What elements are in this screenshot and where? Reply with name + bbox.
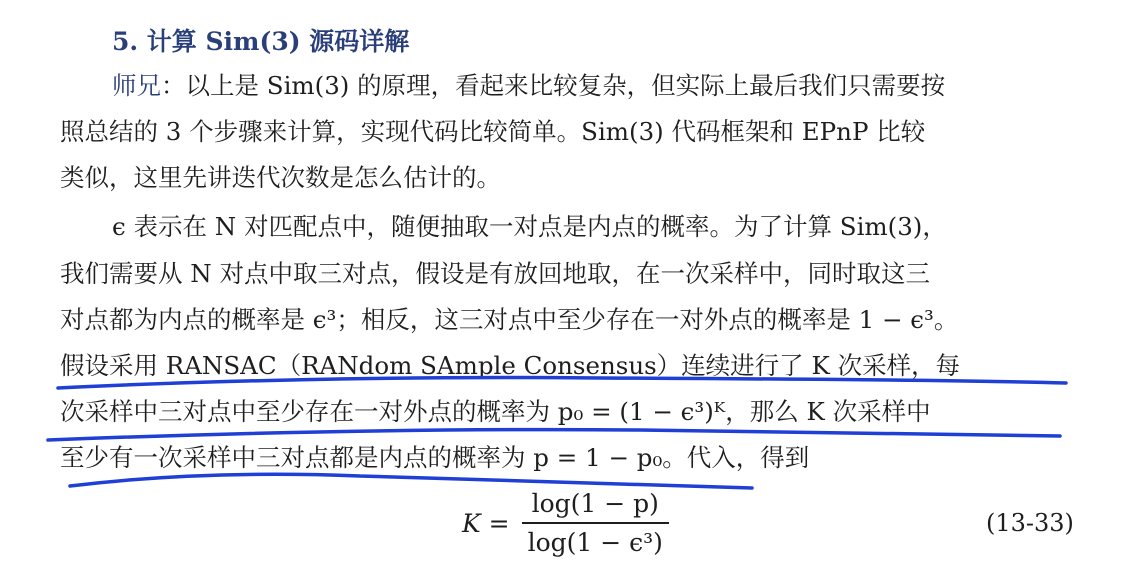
underline-stroke-2 [48,430,1060,440]
paragraph1-line1-text: ：以上是 Sim(3) 的原理，看起来比较复杂，但实际上最后我们只需要按 [161,71,946,100]
paragraph1-line2: 照总结的 3 个步骤来计算，实现代码比较简单。Sim(3) 代码框架和 EPnP 比较 [60,117,926,146]
paragraph2-line3: 对点都为内点的概率是 ϵ³；相反，这三对点中至少存在一对外点的概率是 1 − ϵ³。 [60,305,959,334]
paragraph2-line4: 假设采用 RANSAC（RANdom SAmple Consensus）连续进行了 K 次采样，每 [60,351,961,380]
equation-denominator: log(1 − ϵ³) [527,527,663,557]
equation-lhs: K = [462,508,510,538]
underline-stroke-3 [70,474,752,488]
equation-fraction [522,489,669,557]
paragraph1-line3: 类似，这里先讲迭代次数是怎么估计的。 [60,163,501,192]
paragraph2-line5: 次采样中三对点中至少存在一对外点的概率为 p₀ = (1 − ϵ³)ᴷ，那么 K 次采样中 [60,397,931,426]
speaker-label: 师兄 [112,71,161,100]
section-heading: 5. 计算 Sim(3) 源码详解 [112,27,410,56]
paragraph2-line6: 至少有一次采样中三对点都是内点的概率为 p = 1 − p₀。代入，得到 [60,443,810,472]
paragraph2-line2: 我们需要从 N 对点中取三对点，假设是有放回地取，在一次采样中，同时取这三 [60,259,931,288]
equation-number: (13-33) [986,509,1074,537]
equation-numerator: log(1 − p) [531,489,659,519]
equation [462,488,669,558]
paragraph1-line1 [112,70,945,102]
paragraph2-line1: ϵ 表示在 N 对匹配点中，随便抽取一对点是内点的概率。为了计算 Sim(3)， [112,212,947,241]
